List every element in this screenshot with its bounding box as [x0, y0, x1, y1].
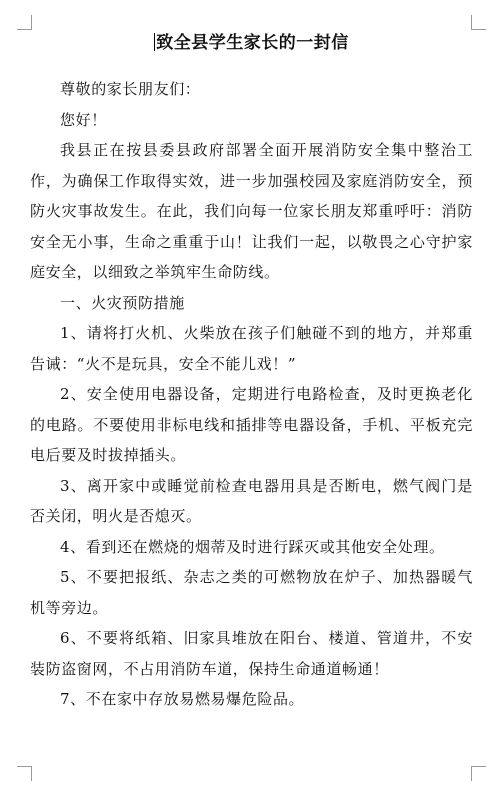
- document-title: [30, 28, 473, 58]
- crop-mark-bottom-right: [471, 766, 486, 781]
- measure-item: 7、不在家中存放易燃易爆危险品。: [60, 690, 305, 708]
- measure-item: 1、请将打火机、火柴放在孩子们触碰不到的地方，并郑重告诫：“火不是玩具，安全不能儿戏！”: [30, 324, 473, 373]
- intro-paragraph: 我县正在按县委县政府部署全面开展消防安全集中整治工作，为确保工作取得实效，进一步加强校园及家庭消防安全，预防火灾事故发生。在此，我们向每一位家长朋友郑重呼吁：消防安全无小事，生命之重重于山！让我们一起，以敬畏之心守护家庭安全，以细致之举筑牢生命防线。: [30, 141, 473, 281]
- document-body[interactable]: [30, 28, 473, 715]
- crop-mark-top-right: [471, 15, 486, 30]
- salutation: 尊敬的家长朋友们：: [60, 80, 201, 98]
- measure-item: 6、不要将纸箱、旧家具堆放在阳台、楼道、管道井，不安装防盗窗网，不占用消防车道，保持生命通道畅通！: [30, 629, 473, 678]
- title-text: 致全县学生家长的一封信: [156, 33, 349, 53]
- section-heading: 一、火灾预防措施: [60, 293, 185, 312]
- measure-item: 2、安全使用电器设备，定期进行电路检查，及时更换老化的电路。不要使用非标电线和插排等电器设备，手机、平板充完电后要及时拔掉插头。: [30, 385, 473, 464]
- measure-item: 4、看到还在燃烧的烟蒂及时进行踩灭或其他安全处理。: [60, 537, 445, 556]
- crop-mark-bottom-left: [17, 766, 32, 781]
- measure-item: 3、离开家中或睡觉前检查电器用具是否断电，燃气阀门是否关闭，明火是否熄灭。: [30, 476, 473, 525]
- measure-item: 5、不要把报纸、杂志之类的可燃物放在炉子、加热器暖气机等旁边。: [30, 568, 473, 617]
- greeting: 您好！: [60, 110, 107, 129]
